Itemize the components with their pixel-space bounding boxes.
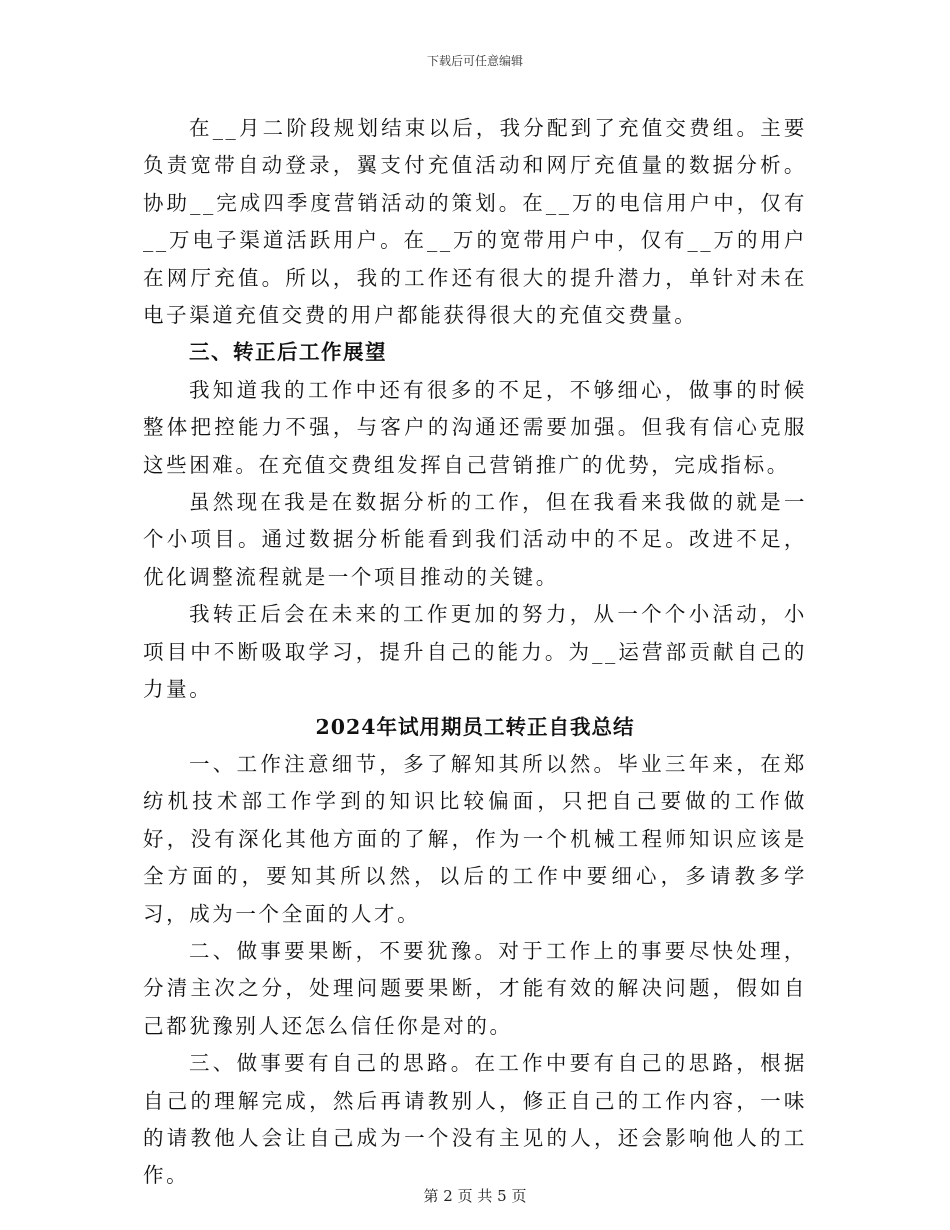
paragraph-attention-detail: 一、工作注意细节，多了解知其所以然。毕业三年来，在郑纺机技术部工作学到的知识比较偏面，只把自己要做的工作做好，没有深化其他方面的了解，作为一个机械工程师知识应该是全方面的，要知其所以然，以后的工作中要细心，多请教多学习，成为一个全面的人才。 (143, 751, 807, 926)
paragraph-shortcomings: 我知道我的工作中还有很多的不足，不够细心，做事的时候整体把控能力不强，与客户的沟通还需要加强。但我有信心克服这些困难。在充值交费组发挥自己营销推广的优势，完成指标。 (143, 377, 807, 477)
paragraph-future-effort: 我转正后会在未来的工作更加的努力，从一个个小活动，小项目中不断吸取学习，提升自己的能力。为__运营部贡献自己的力量。 (143, 602, 807, 702)
paragraph-own-thinking: 三、做事要有自己的思路。在工作中要有自己的思路，根据自己的理解完成，然后再请教别人，修正自己的工作内容，一味的请教他人会让自己成为一个没有主见的人，还会影响他人的工作。 (143, 1051, 807, 1188)
page-header: 下载后可任意编辑 (426, 54, 523, 68)
document-body (143, 110, 807, 1195)
paragraph-data-analysis: 虽然现在我是在数据分析的工作，但在我看来我做的就是一个小项目。通过数据分析能看到我们活动中的不足。改进不足，优化调整流程就是一个项目推动的关键。 (143, 490, 807, 589)
section-heading-outlook: 三、转正后工作展望 (189, 340, 387, 365)
paragraph-be-decisive: 二、做事要果断，不要犹豫。对于工作上的事要尽快处理，分清主次之分，处理问题要果断，才能有效的解决问题，假如自己都犹豫别人还怎么信任你是对的。 (143, 938, 807, 1038)
paragraph-recharge-group: 在__月二阶段规划结束以后，我分配到了充值交费组。主要负责宽带自动登录，翼支付充值活动和网厅充值量的数据分析。协助__完成四季度营销活动的策划。在__万的电信用户中，仅有__万电子渠道活跃用户。在__万的宽带用户中，仅有__万的用户在网厅充值。所以，我的工作还有很大的提升潜力，单针对未在电子渠道充值交费的用户都能获得很大的充值交费量。 (143, 116, 807, 328)
document-title: 2024年试用期员工转正自我总结 (315, 714, 635, 739)
page-footer: 第 2 页 共 5 页 (423, 1187, 527, 1205)
